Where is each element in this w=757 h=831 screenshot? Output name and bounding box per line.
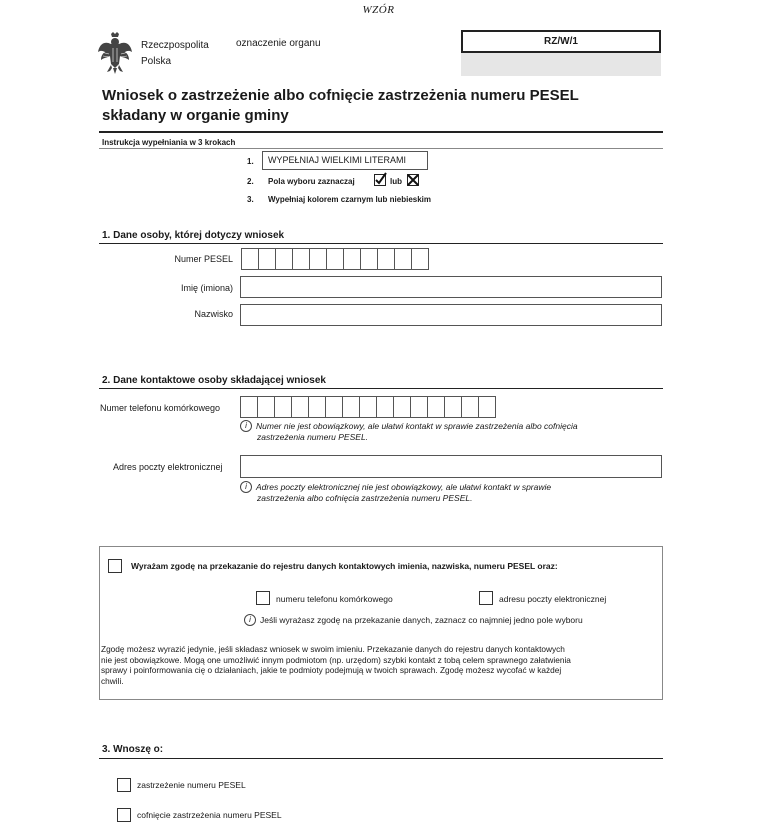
consent-phone-label: numeru telefonu komórkowego bbox=[276, 594, 393, 604]
consent-checkbox[interactable] bbox=[108, 559, 122, 573]
first-name-label: Imię (imiona) bbox=[180, 283, 233, 293]
checkmark-icon bbox=[374, 174, 386, 186]
phone-label: Numer telefonu komórkowego bbox=[100, 403, 221, 413]
polish-eagle-emblem-icon bbox=[97, 32, 133, 74]
title-divider bbox=[99, 131, 663, 133]
x-icon bbox=[407, 174, 419, 186]
reserve-pesel-checkbox[interactable] bbox=[117, 778, 131, 792]
info-icon: i bbox=[240, 420, 252, 432]
consent-email-checkbox[interactable] bbox=[479, 591, 493, 605]
step-1-text: WYPEŁNIAJ WIELKIMI LITERAMI bbox=[262, 151, 428, 170]
email-label: Adres poczty elektronicznej bbox=[113, 462, 223, 472]
instructions-divider bbox=[99, 148, 663, 149]
info-icon: i bbox=[244, 614, 256, 626]
instructions-heading: Instrukcja wypełniania w 3 krokach bbox=[102, 138, 236, 147]
info-icon: i bbox=[240, 481, 252, 493]
pesel-label: Numer PESEL bbox=[174, 254, 233, 264]
country-name: Rzeczpospolita Polska bbox=[141, 40, 209, 67]
organ-label: oznaczenie organu bbox=[236, 38, 321, 49]
last-name-input[interactable] bbox=[240, 304, 662, 326]
pesel-input[interactable] bbox=[241, 248, 429, 270]
cancel-reservation-label: cofnięcie zastrzeżenia numeru PESEL bbox=[137, 810, 282, 820]
step-1-number: 1. bbox=[247, 157, 254, 166]
email-note: i Adres poczty elektronicznej nie jest obowiązkowy, ale ułatwi kontakt w sprawie zastrzeżenia albo cofnięcia zastrzeżenia numeru PESEL. bbox=[240, 481, 551, 504]
email-input[interactable] bbox=[240, 455, 662, 478]
watermark: WZÓR bbox=[362, 4, 395, 16]
step-2-text: Pola wyboru zaznaczaj bbox=[268, 177, 355, 186]
step-2-number: 2. bbox=[247, 177, 254, 186]
step-3-number: 3. bbox=[247, 195, 254, 204]
section-3-title: 3. Wnoszę o: bbox=[102, 744, 164, 755]
last-name-label: Nazwisko bbox=[194, 309, 233, 319]
reserve-pesel-label: zastrzeżenie numeru PESEL bbox=[137, 780, 246, 790]
section-1-title: 1. Dane osoby, której dotyczy wniosek bbox=[102, 230, 285, 241]
consent-email-label: adresu poczty elektronicznej bbox=[499, 594, 607, 604]
step-2-or: lub bbox=[390, 177, 402, 186]
section-2-divider bbox=[99, 388, 663, 389]
section-2-title: 2. Dane kontaktowe osoby składającej wniosek bbox=[102, 375, 326, 386]
phone-note: i Numer nie jest obowiązkowy, ale ułatwi kontakt w sprawie zastrzeżenia albo cofnięcia zastrzeżenia numeru PESEL. bbox=[240, 420, 578, 443]
phone-input[interactable] bbox=[240, 396, 496, 418]
step-3-text: Wypełniaj kolorem czarnym lub niebieskim bbox=[268, 195, 432, 204]
first-name-input[interactable] bbox=[240, 276, 662, 298]
section-1-divider bbox=[99, 243, 663, 244]
section-3-divider bbox=[99, 758, 663, 759]
consent-note: i Jeśli wyrażasz zgodę na przekazanie danych, zaznacz co najmniej jedno pole wyboru bbox=[244, 614, 583, 626]
form-code: RZ/W/1 bbox=[461, 30, 661, 53]
consent-label: Wyrażam zgodę na przekazanie do rejestru danych kontaktowych imienia, nazwiska, numeru PESEL oraz: bbox=[131, 561, 558, 571]
cancel-reservation-checkbox[interactable] bbox=[117, 808, 131, 822]
page-title: Wniosek o zastrzeżenie albo cofnięcie zastrzeżenia numeru PESEL składany w organie gminy bbox=[102, 87, 579, 124]
consent-phone-checkbox[interactable] bbox=[256, 591, 270, 605]
consent-info: Zgodę możesz wyrazić jedynie, jeśli składasz wniosek w swoim imieniu. Przekazanie danych do rejestru danych kontaktowych nie jest obowiązkowe. Mogą one umożliwić innym podmiotom (np. urzędom) szybki kontakt z tobą celem sprawnego załatwienia sprawy i poinformowania cię o działaniach, jakie te podmioty podejmują w twoich sprawach. Zgodę możesz wycofać w każdej chwili. bbox=[101, 644, 571, 686]
organ-field[interactable] bbox=[461, 53, 661, 76]
